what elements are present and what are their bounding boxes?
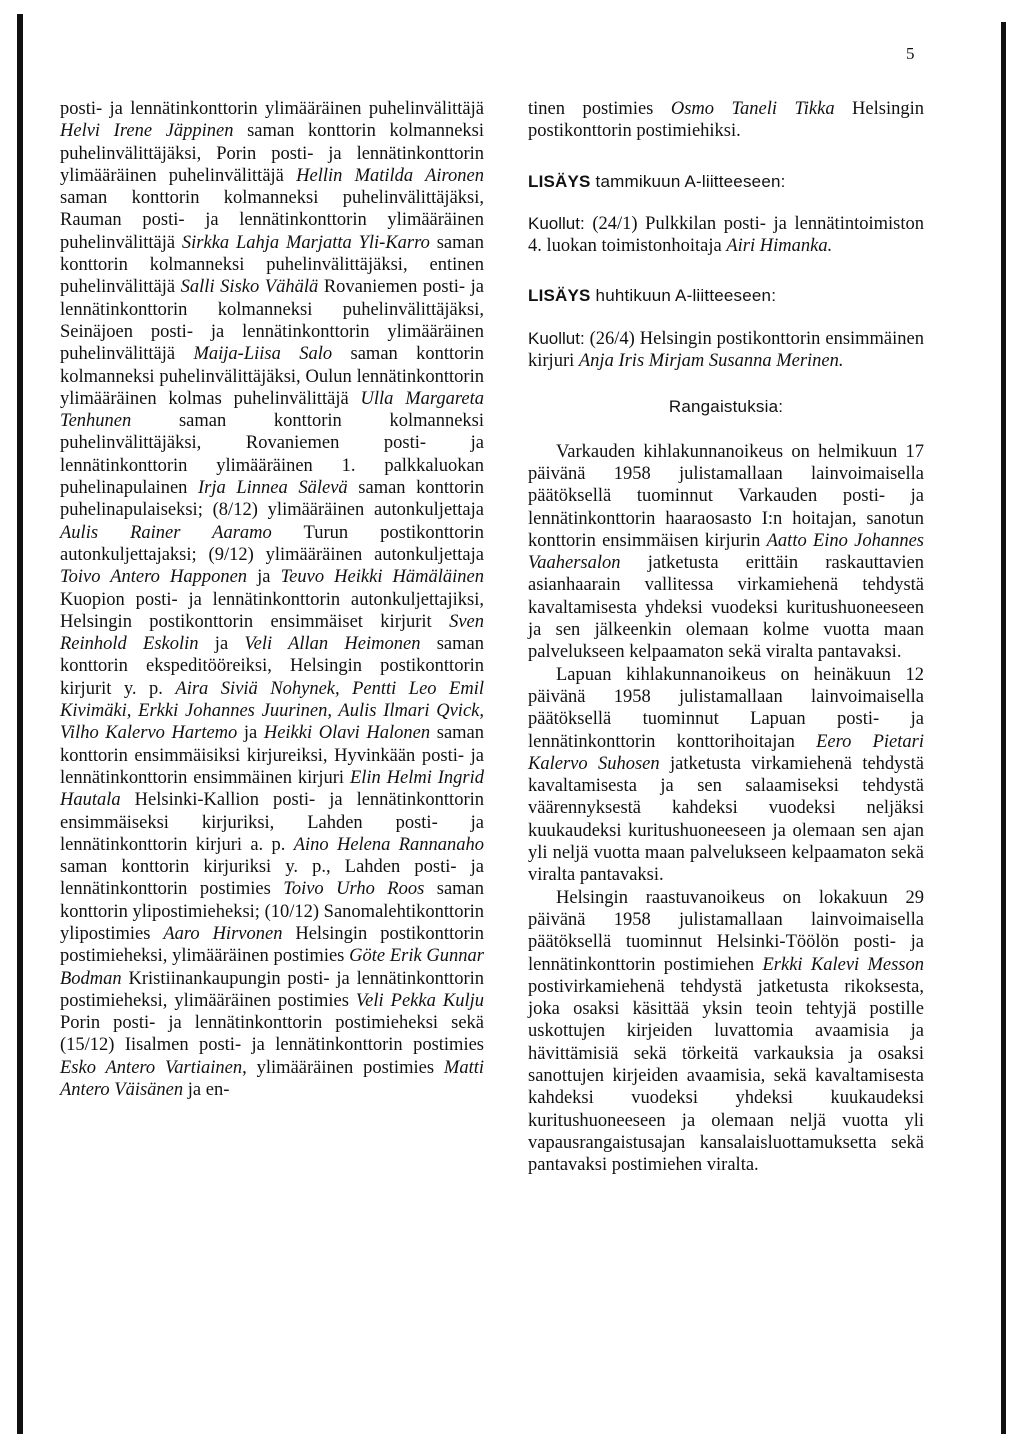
text-run: postivirkamiehenä tehdystä jatketusta rikoksesta, joka osaksi käsittää yksin teoin tehtyjä postille uskottujen kirjeiden luvattomia avaamisia ja hävittämisiä sekä törkeitä varkauksia ja osaksi sanottujen kirjeiden avaamisia, sekä kavaltamisesta kahdeksi vuodeksi yhdeksi kuukaudeksi kuritushuoneeseen ja olemaan neljä vuotta yli vapausrangaistusajan kansalaisluottamuksetta sekä pantavaksi postimiehen viralta. bbox=[528, 976, 924, 1176]
italic-name: Göte Erik Gunnar Bodman bbox=[60, 946, 484, 989]
penalty-paragraph bbox=[528, 887, 924, 1177]
text-run: Porin posti- ja lennätinkonttorin postimieheksi sekä (15/12) Iisalmen posti- ja lennätinkonttorin postimies bbox=[60, 1013, 484, 1056]
text-run: , ylimääräinen postimies bbox=[242, 1057, 444, 1078]
text-run: Helsinki-Kallion posti- ja lennätinkonttorin ensimmäiseksi kirjuriksi, Lahden posti- ja lennätinkonttorin kirjuri a. p. bbox=[60, 790, 484, 855]
addendum-january-heading bbox=[528, 171, 924, 193]
italic-name: Aulis Rainer Aaramo bbox=[60, 522, 272, 543]
appointments-paragraph bbox=[60, 98, 484, 1101]
text-run: jatketusta virkamiehenä tehdystä kavaltamisesta ja sen salaamiseksi tehdystä väärennyksestä kahdeksi vuodeksi neljäksi kuukaudeksi kuritushuoneeseen ja olemaan sen ajan yli neljä vuotta maan palvelukseen kelpaamaton sekä viralta pantavaksi. bbox=[528, 753, 924, 886]
text-run: ja bbox=[198, 634, 245, 655]
text-run: ja en- bbox=[183, 1080, 230, 1101]
text-run: posti- ja lennätinkonttorin ylimääräinen puhelinvälittäjä bbox=[60, 99, 484, 119]
text-run: Kuopion posti- ja lennätinkonttorin autonkuljettajiksi, Helsingin postikonttorin ensimmäiset kirjurit bbox=[60, 589, 484, 632]
text-run: (26/4) Helsingin postikonttorin ensimmäinen kirjuri bbox=[528, 328, 924, 372]
label-text: Kuollut: bbox=[528, 328, 585, 348]
addendum-january-heading-bold: LISÄYS bbox=[528, 171, 591, 191]
page-number: 5 bbox=[906, 44, 915, 63]
addendum-january-body bbox=[528, 213, 924, 258]
text-run: saman konttorin ekspeditööreiksi, Helsingin postikonttorin kirjurit y. p. bbox=[60, 634, 484, 699]
right-margin-rule bbox=[1001, 22, 1006, 1434]
text-run: saman konttorin puhelinapulaiseksi; (8/12) ylimääräinen autonkuljettaja bbox=[60, 478, 484, 521]
italic-name: Hellin Matilda Aironen bbox=[296, 165, 485, 186]
italic-name: Toivo Urho Roos bbox=[283, 879, 425, 900]
italic-name: Elin Helmi Ingrid Hautala bbox=[60, 767, 485, 811]
italic-name: Osmo Taneli Tikka bbox=[670, 99, 835, 119]
text-run: ja bbox=[237, 723, 264, 744]
label-text: Kuollut: bbox=[528, 213, 585, 233]
italic-name: Aino Helena Rannanaho bbox=[293, 834, 485, 855]
italic-name: Aaro Hirvonen bbox=[163, 923, 283, 944]
italic-name: Salli Sisko Vähälä bbox=[180, 277, 319, 298]
text-run: tinen postimies bbox=[528, 99, 671, 119]
text-run: saman konttorin ensimmäisiksi kirjureiksi, Hyvinkään posti- ja lennätinkonttorin ensimmäinen kirjuri bbox=[60, 723, 485, 788]
italic-name: Ulla Margareta Tenhunen bbox=[60, 388, 484, 432]
italic-name: Veli Allan Heimonen bbox=[244, 634, 421, 655]
italic-name: Helvi Irene Jäppinen bbox=[60, 121, 234, 142]
text-run: saman konttorin kolmanneksi puhelinvälittäjäksi, entinen puhelinvälittäjä bbox=[60, 232, 484, 298]
text-run: saman konttorin kolmanneksi puhelinvälittäjäksi, Rovaniemen posti- ja lennätinkonttorin ylimääräinen 1. palkkaluokan puhelinapulainen bbox=[60, 411, 484, 499]
text-run: Turun postikonttorin autonkuljettajaksi; (9/12) ylimääräinen autonkuljettaja bbox=[60, 522, 484, 565]
italic-name: Airi Himanka. bbox=[726, 236, 833, 257]
addendum-april-heading bbox=[528, 285, 924, 307]
penalty-paragraph bbox=[528, 441, 924, 664]
italic-name: Toivo Antero Happonen bbox=[60, 567, 248, 588]
italic-name: Anja Iris Mirjam Susanna Merinen. bbox=[578, 351, 844, 372]
text-run: Helsingin postikonttorin postimieheksi, ylimääräinen postimies bbox=[60, 923, 485, 967]
italic-name: Teuvo Heikki Hämäläinen bbox=[280, 567, 485, 588]
opening-paragraph bbox=[528, 98, 924, 143]
text-run: (24/1) Pulkkilan posti- ja lennätintoimiston 4. luokan toimistonhoitaja bbox=[528, 213, 924, 257]
italic-name: Matti Antero Väisänen bbox=[60, 1057, 484, 1101]
italic-name: Irja Linnea Sälevä bbox=[198, 478, 348, 499]
italic-name: Erkki Kalevi Messon bbox=[762, 954, 925, 975]
penalties-heading: Rangaistuksia: bbox=[668, 397, 784, 417]
italic-name: Veli Pekka Kulju bbox=[355, 990, 484, 1011]
right-column bbox=[528, 98, 924, 1176]
text-run: Varkauden kihlakunnanoikeus on helmikuun 17 päivänä 1958 julistamallaan lainvoimaisella päätöksellä tuominnut Varkauden posti- ja lennätinkonttorin haaraosasto I:n hoitajan, sanotun konttorin ensimmäisen kirjurin bbox=[528, 441, 924, 551]
text-run: Rovaniemen posti- ja lennätinkonttorin kolmanneksi puhelinvälittäjäksi, Seinäjoen posti- ja lennätinkonttorin ylimääräinen puhelinvälittäjä bbox=[60, 277, 484, 365]
left-margin-rule bbox=[17, 14, 23, 1434]
left-column bbox=[60, 98, 484, 1101]
text-run: Kristiinankaupungin posti- ja lennätinkonttorin postimieheksi, ylimääräinen postimies bbox=[60, 968, 484, 1011]
text-run: saman konttorin kirjuriksi y. p., Lahden posti- ja lennätinkonttorin postimies bbox=[60, 857, 484, 900]
italic-name: Aatto Eino Johannes Vaahersalon bbox=[528, 530, 924, 574]
italic-name: Maija-Liisa Salo bbox=[193, 344, 333, 365]
italic-name: Sirkka Lahja Marjatta Yli-Karro bbox=[181, 232, 430, 253]
text-run: saman konttorin kolmanneksi puhelinvälittäjäksi, Oulun lennätinkonttorin ylimääräinen kolmas puhelinvälittäjä bbox=[60, 344, 484, 409]
italic-name: Aira Siviä Nohynek, Pentti Leo Emil Kivimäki, Erkki Johannes Juurinen, Aulis Ilmari Qvick, Vilho Kalervo Hartemo bbox=[60, 678, 484, 744]
text-run: Helsingin raastuvanoikeus on lokakuun 29 päivänä 1958 julistamallaan lainvoimaisella päätöksellä tuominnut Helsinki-Töölön posti- ja lennätinkonttorin postimiehen bbox=[528, 887, 924, 975]
addendum-april-heading-rest: huhtikuun A-liitteeseen: bbox=[595, 286, 777, 306]
penalty-paragraph bbox=[528, 664, 924, 887]
text-run: Helsingin postikonttorin postimiehiksi. bbox=[528, 99, 924, 142]
italic-name: Eero Pietari Kalervo Suhosen bbox=[528, 731, 924, 774]
text-run: jatketusta erittäin raskauttavien asianhaarain vallitessa virkamiehenä tehdystä kavaltamisesta yhdeksi vuodeksi kuritushuoneeseen ja sen jälkeenkin olemaan kolme vuotta maan palvelukseen kelpaamaton sekä viralta pantavaksi. bbox=[528, 553, 924, 663]
text-run: Lapuan kihlakunnanoikeus on heinäkuun 12 päivänä 1958 julistamallaan lainvoimaisella päätöksellä tuominnut Lapuan posti- ja lennätinkonttorin konttorihoitajan bbox=[528, 664, 924, 752]
italic-name: Esko Antero Vartiainen bbox=[60, 1057, 243, 1078]
addendum-january-heading-rest: tammikuun A-liitteeseen: bbox=[595, 171, 786, 191]
text-run: saman konttorin kolmanneksi puhelinvälittäjäksi, Porin posti- ja lennätinkonttorin ylimääräinen puhelinvälittäjä bbox=[60, 121, 484, 186]
text-run: ja bbox=[247, 567, 281, 588]
text-run: saman konttorin kolmanneksi puhelinvälittäjäksi, Rauman posti- ja lennätinkonttorin ylimääräinen puhelinvälittäjä bbox=[60, 188, 484, 253]
italic-name: Sven Reinhold Eskolin bbox=[60, 611, 484, 655]
text-run: saman konttorin ylipostimieheksi; (10/12) Sanomalehtikonttorin ylipostimies bbox=[60, 879, 485, 944]
italic-name: Heikki Olavi Halonen bbox=[263, 723, 431, 744]
addendum-april-heading-bold: LISÄYS bbox=[528, 286, 591, 306]
addendum-april-body bbox=[528, 328, 924, 373]
